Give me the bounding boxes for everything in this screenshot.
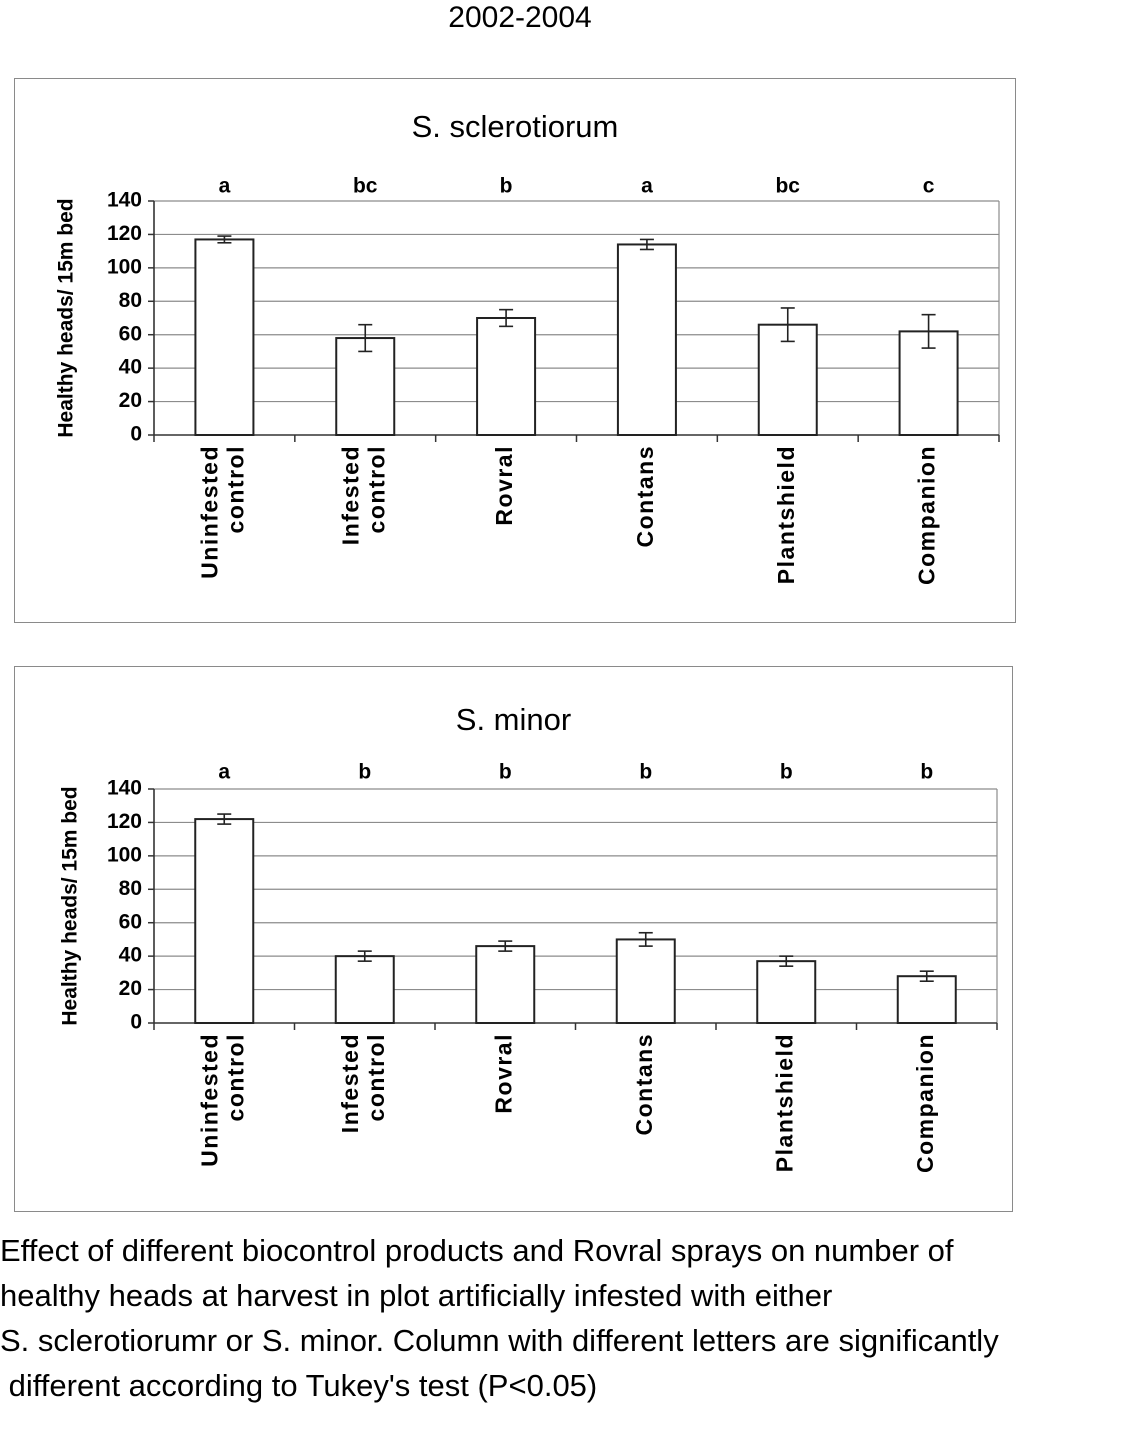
x-tick-label (490, 1033, 516, 1114)
bar (617, 939, 675, 1023)
x-tick-label-line: control (222, 1033, 249, 1122)
y-tick-label: 20 (118, 977, 142, 1001)
y-tick-label: 20 (118, 389, 142, 413)
y-tick-label: 120 (106, 809, 142, 833)
bar (195, 239, 253, 435)
significance-letter: b (499, 174, 513, 198)
y-tick-label: 40 (118, 943, 142, 967)
x-tick-label-line: Companion (913, 445, 940, 585)
y-tick-label: 140 (106, 776, 142, 800)
bar (898, 976, 956, 1023)
x-tick-label (912, 1033, 938, 1173)
caption-line: Effect of different biocontrol products and Rovral sprays on number of (0, 1233, 954, 1268)
y-tick-label: 80 (118, 876, 142, 900)
x-tick-label (337, 1033, 389, 1133)
y-tick-label: 60 (118, 910, 142, 934)
figure-caption (0, 1228, 1140, 1408)
caption-line: different according to Tukey's test (P<0.05) (0, 1368, 598, 1403)
x-tick-label (773, 445, 799, 584)
significance-letter: a (641, 174, 653, 198)
chart-sclerotiorum (15, 79, 1015, 622)
x-tick-label (632, 445, 658, 548)
x-tick-label-line: Rovral (490, 1033, 517, 1114)
y-tick-label: 60 (118, 322, 142, 346)
x-tick-label-line: Uninfested (196, 1033, 223, 1167)
x-tick-label-line: Rovral (491, 445, 518, 526)
x-tick-label-line: Contans (631, 445, 658, 548)
significance-letter: bc (775, 174, 801, 198)
chart-title: S. sclerotiorum (411, 109, 619, 145)
caption-line: S. sclerotiorumr or S. minor. Column with different letters are significantly (0, 1323, 999, 1358)
chart-panel-sclerotiorum (14, 78, 1016, 623)
x-tick-label (337, 445, 389, 545)
bar (336, 338, 394, 435)
y-tick-label: 100 (106, 843, 142, 867)
x-tick-label-line: control (363, 445, 390, 534)
y-axis-label: Healthy heads/ 15m bed (54, 198, 78, 438)
bar (477, 318, 535, 435)
significance-letter: a (218, 174, 231, 198)
x-tick-label (196, 1033, 248, 1167)
x-tick-label-line: Contans (630, 1033, 657, 1136)
y-tick-label: 100 (106, 255, 142, 279)
x-tick-label (914, 445, 940, 585)
x-tick-label-line: control (222, 445, 249, 534)
x-tick-label-line: Companion (911, 1033, 938, 1173)
chart-title: S. minor (455, 702, 572, 738)
y-axis-label: Healthy heads/ 15m bed (58, 786, 82, 1026)
x-tick-label (771, 1033, 797, 1172)
significance-letter: c (922, 174, 935, 198)
chart-panel-minor (14, 666, 1013, 1212)
y-tick-label: 140 (106, 188, 142, 212)
bar (476, 946, 534, 1023)
x-tick-label-line: Infested (336, 1033, 363, 1134)
bar (336, 956, 394, 1023)
significance-letter: bc (352, 174, 378, 198)
x-tick-label-line: Plantshield (771, 1033, 798, 1173)
x-tick-label (196, 445, 248, 579)
x-tick-label (491, 445, 517, 526)
bar (618, 244, 676, 435)
bar (757, 961, 815, 1023)
significance-letter: a (218, 760, 231, 784)
significance-letter: b (920, 760, 934, 784)
x-tick-label-line: Uninfested (196, 445, 223, 579)
x-tick-label-line: control (362, 1033, 389, 1122)
caption-line: healthy heads at harvest in plot artificially infested with either (0, 1278, 833, 1313)
significance-letter: b (639, 760, 653, 784)
significance-letter: b (779, 760, 793, 784)
y-tick-label: 120 (106, 221, 142, 245)
y-tick-label: 0 (130, 422, 142, 446)
bar (195, 819, 253, 1023)
x-tick-label (631, 1033, 657, 1136)
y-tick-label: 0 (130, 1010, 142, 1034)
page-title: 2002-2004 (448, 1, 592, 34)
x-tick-label-line: Plantshield (772, 445, 799, 585)
significance-letter: b (498, 760, 512, 784)
y-tick-label: 80 (118, 288, 142, 312)
chart-minor (15, 667, 1012, 1211)
x-tick-label-line: Infested (337, 445, 364, 546)
y-tick-label: 40 (118, 355, 142, 379)
significance-letter: b (358, 760, 372, 784)
